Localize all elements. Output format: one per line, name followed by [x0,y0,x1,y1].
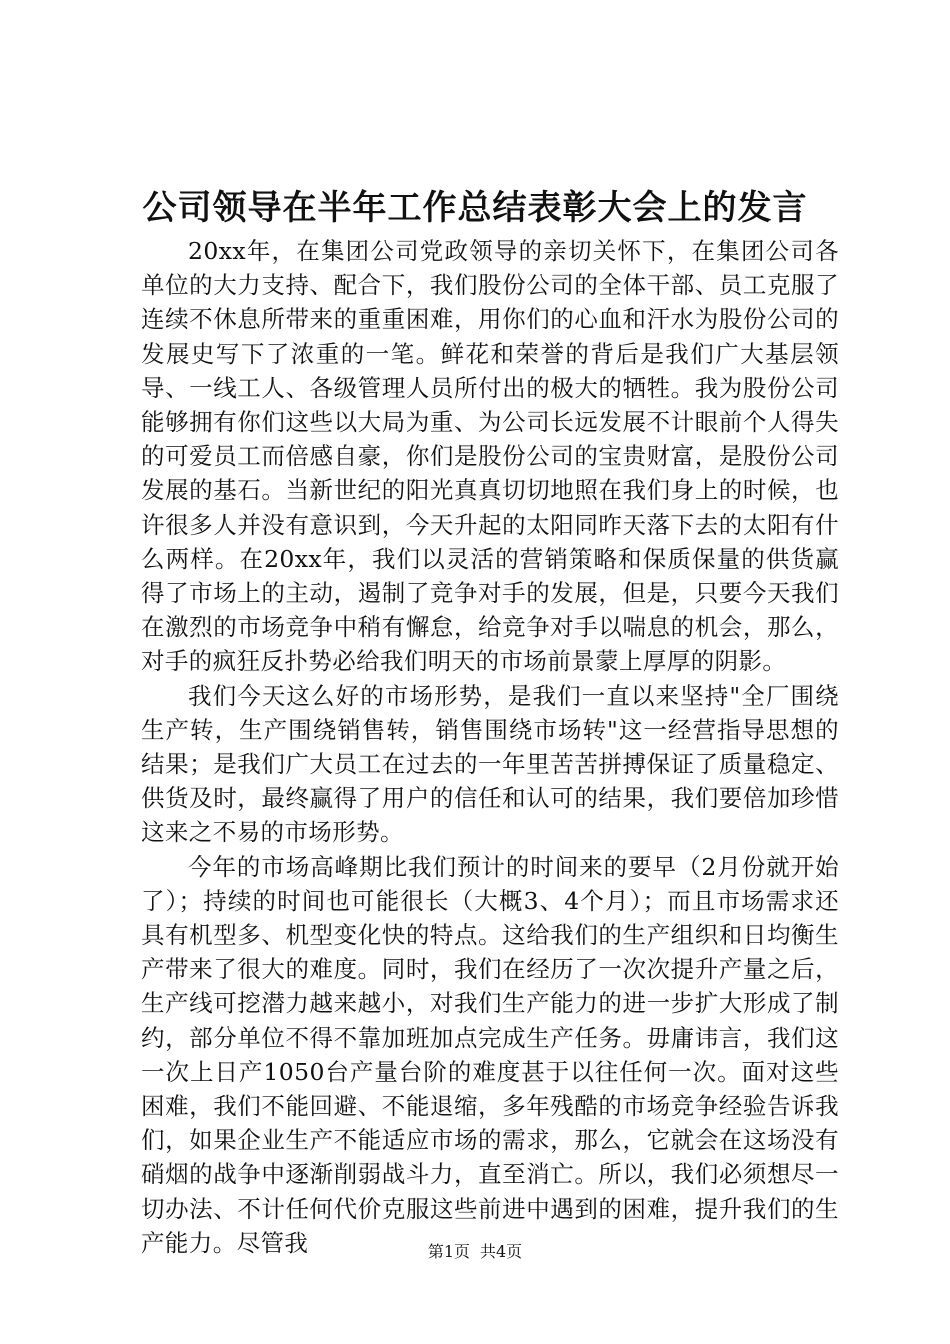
paragraph: 今年的市场高峰期比我们预计的时间来的要早（2月份就开始了）；持续的时间也可能很长（大概3、4个月）；而且市场需求还具有机型多、机型变化快的特点。这给我们的生产组织和日均衡生产带来了很大的难度。同时，我们在经历了一次次提升产量之后，生产线可挖潜力越来越小，对我们生产能力的进一步扩大形成了制约，部分单位不得不靠加班加点完成生产任务。毋庸讳言，我们这一次上日产1050台产量台阶的难度甚于以往任何一次。面对这些困难，我们不能回避、不能退缩，多年残酷的市场竞争经验告诉我们，如果企业生产不能适应市场的需求，那么，它就会在这场没有硝烟的战争中逐渐削弱战斗力，直至消亡。所以，我们必须想尽一切办法、不计任何代价克服这些前进中遇到的困难，提升我们的生产能力。尽管我 [141,852,839,1257]
document-body [141,234,839,1260]
paragraph: 20xx年，在集团公司党政领导的亲切关怀下，在集团公司各单位的大力支持、配合下，我们股份公司的全体干部、员工克服了连续不休息所带来的重重困难，用你们的心血和汗水为股份公司的发展史写下了浓重的一笔。鲜花和荣誉的背后是我们广大基层领导、一线工人、各级管理人员所付出的极大的牺牲。我为股份公司能够拥有你们这些以大局为重、为公司长远发展不计眼前个人得失的可爱员工而倍感自豪，你们是股份公司的宝贵财富，是股份公司发展的基石。当新世纪的阳光真真切切地照在我们身上的时候，也许很多人并没有意识到，今天升起的太阳同昨天落下去的太阳有什么两样。在20xx年，我们以灵活的营销策略和保质保量的供货赢得了市场上的主动，遏制了竞争对手的发展，但是，只要今天我们在激烈的市场竞争中稍有懈怠，给竞争对手以喘息的机会，那么，对手的疯狂反扑势必给我们明天的市场前景蒙上厚厚的阴影。 [141,237,839,676]
page-footer [0,1242,950,1262]
page-number: 第1页 [427,1242,470,1261]
paragraph: 我们今天这么好的市场形势，是我们一直以来坚持"全厂围绕生产转，生产围绕销售转，销售围绕市场转"这一经营指导思想的结果；是我们广大员工在过去的一年里苦苦拼搏保证了质量稳定、供货及时，最终赢得了用户的信任和认可的结果，我们要倍加珍惜这来之不易的市场形势。 [141,681,839,847]
page-title: 公司领导在半年工作总结表彰大会上的发言 [142,188,808,228]
page-total: 共4页 [480,1242,523,1261]
